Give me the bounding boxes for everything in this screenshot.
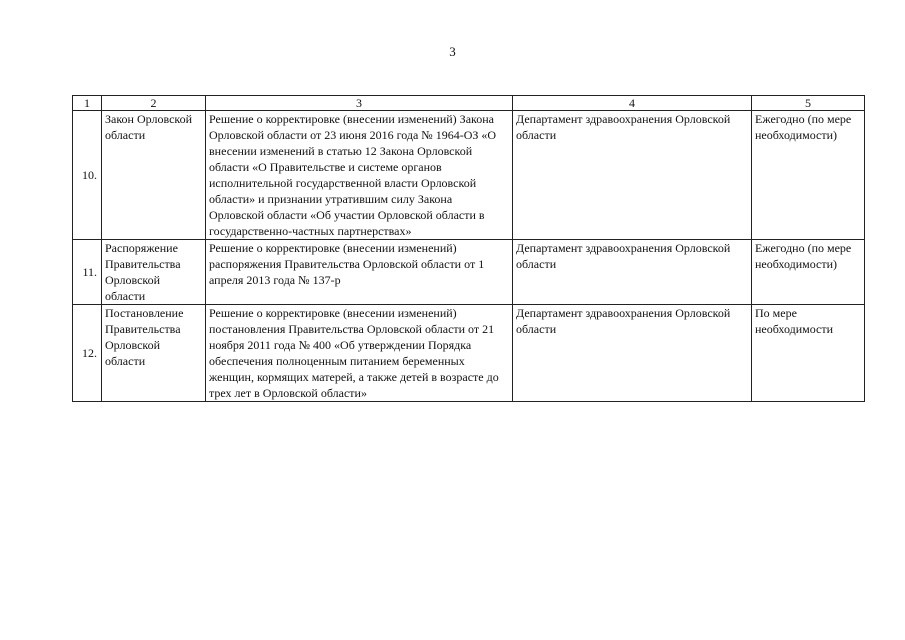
responsible-cell: Департамент здравоохранения Орловской области	[513, 240, 752, 305]
table-row	[73, 305, 865, 402]
header-cell-1: 1	[73, 96, 102, 111]
document-type-cell: Постановление Правительства Орловской области	[102, 305, 206, 402]
responsible-cell: Департамент здравоохранения Орловской области	[513, 111, 752, 240]
header-cell-2: 2	[102, 96, 206, 111]
row-number: 11.	[73, 240, 102, 305]
table-header-row	[73, 96, 865, 111]
header-cell-3: 3	[206, 96, 513, 111]
row-number: 10.	[73, 111, 102, 240]
term-cell: Ежегодно (по мере необходимости)	[752, 111, 865, 240]
description-cell: Решение о корректировке (внесении изменений) распоряжения Правительства Орловской области от 1 апреля 2013 года № 137-р	[206, 240, 513, 305]
table-row	[73, 240, 865, 305]
term-cell: По мере необходимости	[752, 305, 865, 402]
page-number: 3	[449, 44, 456, 59]
description-cell: Решение о корректировке (внесении изменений) постановления Правительства Орловской области от 21 ноября 2011 года № 400 «Об утверждении Порядка обеспечения полноценным питанием беременных женщин, кормящих матерей, а также детей в возрасте до трех лет в Орловской области»	[206, 305, 513, 402]
table-row	[73, 111, 865, 240]
responsible-cell: Департамент здравоохранения Орловской области	[513, 305, 752, 402]
document-type-cell: Закон Орловской области	[102, 111, 206, 240]
document-table	[72, 95, 865, 402]
description-cell: Решение о корректировке (внесении изменений) Закона Орловской области от 23 июня 2016 года № 1964-ОЗ «О внесении изменений в статью 12 Закона Орловской области «О Правительстве и системе органов исполнительной государственной власти Орловской области» и признании утратившим силу Закона Орловской области «Об участии Орловской области в государственно-частных партнерствах»	[206, 111, 513, 240]
term-cell: Ежегодно (по мере необходимости)	[752, 240, 865, 305]
header-cell-4: 4	[513, 96, 752, 111]
document-type-cell: Распоряжение Правительства Орловской области	[102, 240, 206, 305]
row-number: 12.	[73, 305, 102, 402]
header-cell-5: 5	[752, 96, 865, 111]
